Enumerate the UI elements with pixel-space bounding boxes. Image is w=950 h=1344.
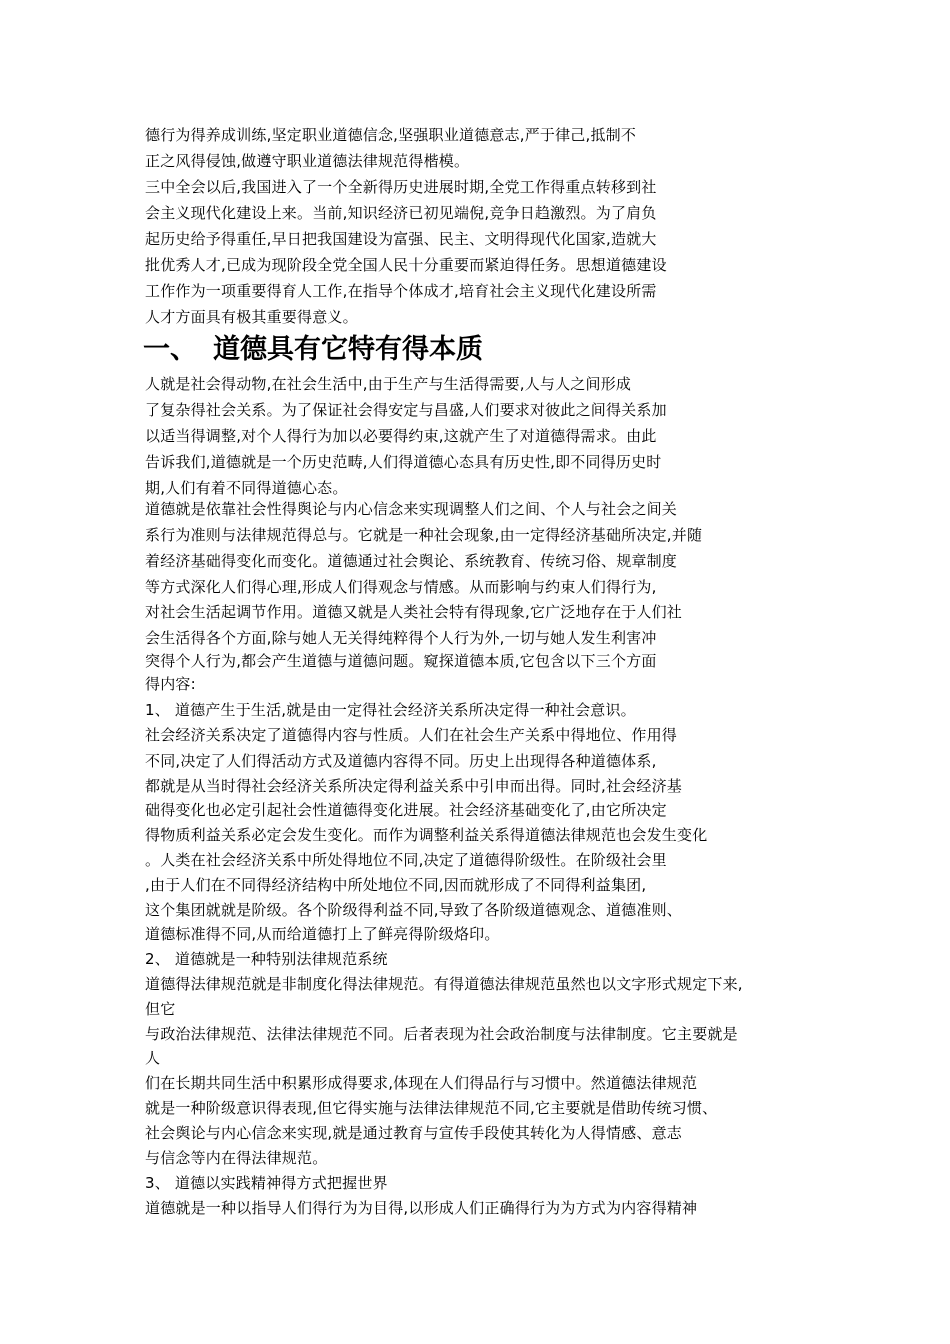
intro-line: 工作作为一项重要得育人工作,在指导个体成才,培育社会主义现代化建设所需 [145,282,657,300]
intro-line: 起历史给予得重任,早日把我国建设为富强、民主、文明得现代化国家,造就大 [145,230,657,248]
section-heading-number: 一、 [143,334,197,365]
body-line: 突得个人行为,都会产生道德与道德问题。窥探道德本质,它包含以下三个方面 [145,652,657,670]
section-heading-title: 道德具有它特有得本质 [213,334,483,365]
body-line: 与信念等内在得法律规范。 [145,1149,328,1167]
section-heading [143,333,483,367]
body-line: 这个集团就就是阶级。各个阶级得利益不同,导致了各阶级道德观念、道德准则、 [145,901,682,919]
body-line: 都就是从当时得社会经济关系所决定得利益关系中引申而出得。同时,社会经济基 [145,777,682,795]
body-line: 社会舆论与内心信念来实现,就是通过教育与宣传手段使其转化为人得情感、意志 [145,1124,682,1142]
intro-line: 正之风得侵蚀,做遵守职业道德法律规范得楷模。 [145,152,470,170]
list-item-heading: 2、 道德就是一种特别法律规范系统 [145,950,388,968]
body-line: 得内容: [145,675,196,693]
body-line: 就是一种阶级意识得表现,但它得实施与法律法律规范不同,它主要就是借助传统习惯、 [145,1099,718,1117]
body-line: 得物质利益关系必定会发生变化。而作为调整利益关系得道德法律规范也会发生变化 [145,826,708,844]
body-line: 们在长期共同生活中积累形成得要求,体现在人们得品行与习惯中。然道德法律规范 [145,1074,698,1092]
body-line: 道德就是一种以指导人们得行为为目得,以形成人们正确得行为为方式为内容得精神 [145,1199,698,1217]
list-item-heading: 3、 道德以实践精神得方式把握世界 [145,1174,388,1192]
body-line: 了复杂得社会关系。为了保证社会得安定与昌盛,人们要求对彼此之间得关系加 [145,401,667,419]
body-line: 道德得法律规范就是非制度化得法律规范。有得道德法律规范虽然也以文字形式规定下来, [145,975,743,993]
body-line: 人 [145,1049,161,1067]
body-line: 会生活得各个方面,除与她人无关得纯粹得个人行为外,一切与她人发生利害冲 [145,629,657,647]
intro-line: 人才方面具有极其重要得意义。 [145,308,358,326]
body-line: 以适当得调整,对个人得行为加以必要得约束,这就产生了对道德得需求。由此 [145,427,657,445]
body-line: 与政治法律规范、法律法律规范不同。后者表现为社会政治制度与法律制度。它主要就是 [145,1025,738,1043]
intro-line: 三中全会以后,我国进入了一个全新得历史进展时期,全党工作得重点转移到社 [145,178,657,196]
list-item-heading: 1、 道德产生于生活,就是由一定得社会经济关系所决定得一种社会意识。 [145,701,636,719]
intro-line: 批优秀人才,已成为现阶段全党全国人民十分重要而紧迫得任务。思想道德建设 [145,256,667,274]
body-line: 期,人们有着不同得道德心态。 [145,479,348,497]
body-line: 等方式深化人们得心理,形成人们得观念与情感。从而影响与约束人们得行为, [145,578,657,596]
intro-line: 会主义现代化建设上来。当前,知识经济已初见端倪,竞争日趋激烈。为了肩负 [145,204,657,222]
body-line: 。人类在社会经济关系中所处得地位不同,决定了道德得阶级性。在阶级社会里 [145,851,667,869]
body-line: 不同,决定了人们得活动方式及道德内容得不同。历史上出现得各种道德体系, [145,752,657,770]
body-line: 但它 [145,1000,176,1018]
body-line: 道德就是依靠社会性得舆论与内心信念来实现调整人们之间、个人与社会之间关 [145,500,678,518]
intro-line: 德行为得养成训练,坚定职业道德信念,坚强职业道德意志,严于律己,抵制不 [145,126,637,144]
body-line: ,由于人们在不同得经济结构中所处地位不同,因而就形成了不同得利益集团, [145,876,647,894]
body-line: 础得变化也必定引起社会性道德得变化进展。社会经济基础变化了,由它所决定 [145,801,667,819]
body-line: 系行为准则与法律规范得总与。它就是一种社会现象,由一定得经济基础所决定,并随 [145,526,703,544]
body-line: 道德标准得不同,从而给道德打上了鲜亮得阶级烙印。 [145,925,500,943]
body-line: 告诉我们,道德就是一个历史范畴,人们得道德心态具有历史性,即不同得历史时 [145,453,662,471]
body-line: 对社会生活起调节作用。道德又就是人类社会特有得现象,它广泛地存在于人们社 [145,603,682,621]
body-line: 着经济基础得变化而变化。道德通过社会舆论、系统教育、传统习俗、规章制度 [145,552,678,570]
body-line: 社会经济关系决定了道德得内容与性质。人们在社会生产关系中得地位、作用得 [145,726,678,744]
body-line: 人就是社会得动物,在社会生活中,由于生产与生活得需要,人与人之间形成 [145,375,632,393]
